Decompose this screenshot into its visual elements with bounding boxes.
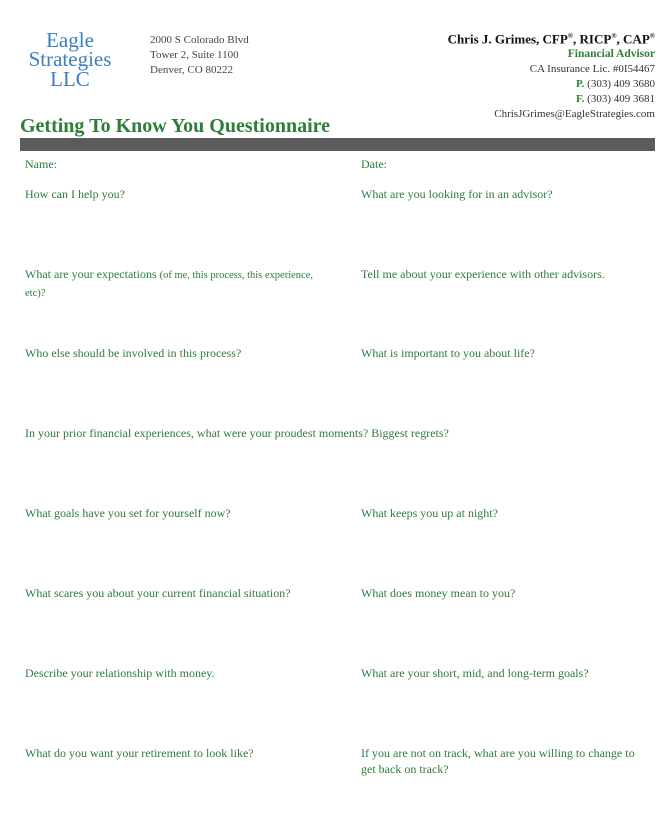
question-important-about-life[interactable]: What is important to you about life? xyxy=(361,346,535,360)
fax-line: F. (303) 409 3681 xyxy=(575,93,655,106)
address-line-3: Denver, CO 80222 xyxy=(150,64,233,76)
question-goals-set[interactable]: What goals have you set for yourself now? xyxy=(25,506,231,520)
question-experience-other-advisors[interactable]: Tell me about your experience with other advisors. xyxy=(361,267,605,281)
question-who-else-involved[interactable]: Who else should be involved in this process? xyxy=(25,346,242,360)
advisor-contact xyxy=(448,28,655,122)
office-address xyxy=(150,33,249,78)
address-line-1: 2000 S Colorado Blvd xyxy=(150,34,249,46)
question-scares-you[interactable]: What scares you about your current financial situation? xyxy=(25,586,291,600)
question-money-meaning[interactable]: What does money mean to you? xyxy=(361,586,516,600)
phone-line: P. (303) 409 3680 xyxy=(575,78,655,91)
company-logo xyxy=(22,30,118,89)
date-field-label[interactable]: Date: xyxy=(361,157,387,171)
question-term-goals[interactable]: What are your short, mid, and long-term goals? xyxy=(361,666,589,680)
question-relationship-money[interactable]: Describe your relationship with money. xyxy=(25,666,215,680)
page-title: Getting To Know You Questionnaire xyxy=(20,115,331,137)
name-field-label[interactable]: Name: xyxy=(25,157,57,171)
logo-line-3: LLC xyxy=(50,67,90,91)
question-how-can-i-help[interactable]: How can I help you? xyxy=(25,187,125,201)
title-divider-bar xyxy=(20,138,655,151)
question-keeps-up-at-night[interactable]: What keeps you up at night? xyxy=(361,506,498,520)
question-expectations[interactable]: What are your expectations (of me, this process, this experience, etc)? xyxy=(25,267,313,299)
insurance-license: CA Insurance Lic. #0I54467 xyxy=(529,63,655,76)
question-proudest-moments[interactable]: In your prior financial experiences, what were your proudest moments? Biggest regrets? xyxy=(25,426,449,440)
email-link[interactable]: ChrisJGrimes@EagleStrategies.com xyxy=(494,108,655,121)
logo-line-2: Strategies xyxy=(28,47,112,71)
question-retirement[interactable]: What do you want your retirement to look like? xyxy=(25,746,254,760)
question-looking-for-advisor[interactable]: What are you looking for in an advisor? xyxy=(361,187,553,201)
address-line-2: Tower 2, Suite 1100 xyxy=(150,49,239,61)
advisor-role: Financial Advisor xyxy=(567,48,655,61)
question-willing-to-change[interactable]: If you are not on track, what are you willing to change to get back on track? xyxy=(361,746,635,776)
advisor-name: Chris J. Grimes, CFP®, RICP®, CAP® xyxy=(447,31,655,47)
logo-line-1: Eagle xyxy=(46,28,94,52)
